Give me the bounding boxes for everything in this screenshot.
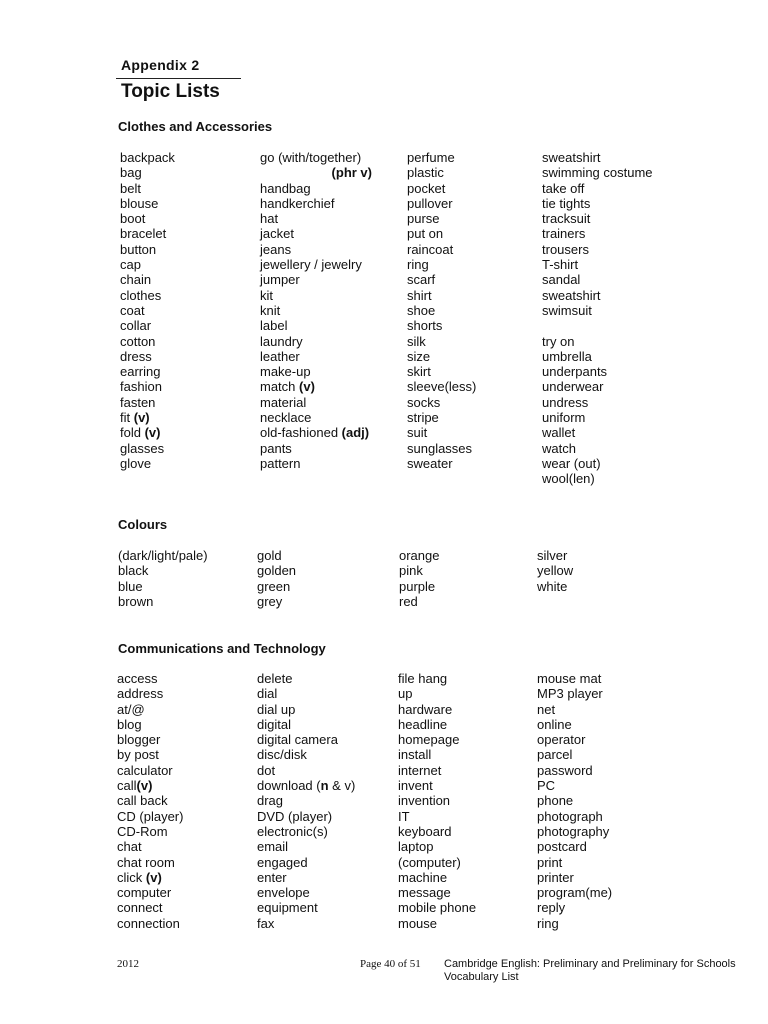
vocab-item: parcel [537,747,573,763]
vocab-item: fold (v) [120,425,161,441]
vocab-item: mouse [398,915,438,931]
vocab-item: pattern [260,455,301,471]
vocab-item: dot [257,762,276,778]
comms-column-4 [537,671,612,931]
vocab-item: file hang [398,671,448,686]
vocab-item: purple [399,578,436,594]
footer-document-title [444,958,736,984]
section-title-colours: Colours [118,517,168,532]
vocab-item: golden [257,563,297,579]
vocab-item: hat [260,211,279,227]
vocab-item: phone [537,793,574,809]
vocab-item: install [398,747,432,763]
vocab-item: click (v) [117,869,162,885]
colours-column-4 [537,548,573,594]
vocab-item: size [407,348,431,364]
vocab-item: call back [117,793,168,809]
vocab-item: calculator [117,762,173,778]
vocab-item: old-fashioned (adj) [260,425,370,441]
vocab-item: cap [120,257,141,273]
vocab-item: go (with/together) [260,150,362,165]
vocab-item: shorts [407,318,443,334]
vocab-item: perfume [407,150,455,165]
vocab-item: invent [398,778,433,794]
vocab-item: engaged [257,854,308,870]
colours-column-2 [257,548,296,609]
vocab-item: print [537,854,563,870]
vocab-item: net [537,701,556,717]
vocab-item: connection [117,915,180,931]
vocab-item: scarf [407,272,436,288]
vocab-item: up [398,686,413,702]
vocab-item: at/@ [117,701,145,717]
clothes-column-1 [120,150,175,471]
vocab-item: sweatshirt [542,150,601,165]
vocab-item: jeans [260,241,292,257]
vocab-item: yellow [537,563,574,579]
vocab-item: email [257,839,289,855]
vocab-item: PC [537,778,556,794]
vocab-item: keyboard [398,823,452,839]
vocab-item: sweater [407,455,453,471]
vocab-item: access [117,671,158,686]
vocab-item: belt [120,180,141,196]
vocab-item: put on [407,226,444,242]
footer-page-number: Page 40 of 51 [360,958,421,970]
vocab-item: operator [537,732,586,748]
vocab-item: grey [257,593,283,609]
vocab-item: tie tights [542,195,591,211]
vocab-item: white [537,578,568,594]
vocab-item: disc/disk [257,747,307,763]
vocab-item: headline [398,716,448,732]
vocab-item: postcard [537,839,587,855]
vocab-item: shoe [407,302,436,318]
clothes-column-4 [542,150,653,487]
vocab-item: bracelet [120,226,167,242]
vocab-item: umbrella [542,348,592,364]
vocab-item: tracksuit [542,211,591,227]
vocab-item [542,318,653,333]
title-rule [116,78,241,79]
vocab-item: computer [117,885,172,901]
vocab-item: orange [399,548,440,563]
vocab-item: clothes [120,287,162,303]
vocab-item: green [257,578,291,594]
vocab-item: boot [120,211,146,227]
vocab-item: sweatshirt [542,287,601,303]
vocab-item: message [398,885,451,901]
vocab-item: digital [257,716,291,732]
vocab-item: MP3 player [537,686,603,702]
clothes-column-3 [407,150,476,471]
vocab-item: internet [398,762,442,778]
vocab-item: mobile phone [398,900,477,916]
footer-year: 2012 [117,958,139,970]
vocab-item: handbag [260,180,311,196]
comms-column-1 [117,671,183,931]
vocab-item: necklace [260,410,312,426]
vocab-item: underpants [542,364,608,380]
vocab-item: collar [120,318,152,334]
vocab-item: pullover [407,195,453,211]
vocab-item: watch [542,440,576,456]
vocab-item: drag [257,793,284,809]
vocab-item: program(me) [537,885,613,901]
vocab-item: jewellery / jewelry [260,257,362,273]
vocab-item: button [120,241,157,257]
vocab-item: CD (player) [117,808,184,824]
vocab-item: suit [407,425,428,441]
vocab-item: coat [120,302,145,318]
vocab-item: chat [117,839,142,855]
vocab-item: glove [120,455,152,471]
vocab-item: fit (v) [120,410,150,426]
vocab-item: dial up [257,701,296,717]
vocab-item: connect [117,900,163,916]
vocab-item: password [537,762,593,778]
vocab-item: cotton [120,333,156,349]
vocab-item: silver [537,548,568,563]
vocab-item: handkerchief [260,195,335,211]
vocab-item: IT [398,808,410,824]
vocab-item: black [118,563,149,579]
vocab-item: stripe [407,410,439,426]
footer-title-line-2: Vocabulary List [444,971,519,983]
vocab-item: (dark/light/pale) [118,548,208,563]
clothes-column-2 [260,150,372,471]
vocab-item: raincoat [407,241,454,257]
vocab-item: blog [117,716,142,732]
vocab-item: earring [120,364,161,380]
vocab-item: fasten [120,394,156,410]
vocab-item: photography [537,823,610,839]
vocab-item: call(v) [117,778,153,794]
vocab-item: red [399,593,418,609]
vocab-item: CD-Rom [117,823,168,839]
vocab-item: undress [542,394,589,410]
vocab-item: dial [257,686,278,702]
vocab-item: material [260,394,307,410]
vocab-item: sandal [542,272,581,288]
vocab-item: make-up [260,364,311,380]
vocab-item: pants [260,440,292,456]
vocab-item: ring [537,915,559,931]
vocab-item: machine [398,869,448,885]
footer-title-line-1: Cambridge English: Preliminary and Preliminary for Schools [444,958,736,970]
vocab-item: sunglasses [407,440,473,456]
vocab-item: uniform [542,410,586,426]
section-title-communications: Communications and Technology [118,641,326,656]
vocab-item: trainers [542,226,586,242]
vocab-item: electronic(s) [257,823,328,839]
vocab-item: blue [118,578,143,594]
vocab-item: purse [407,211,440,227]
comms-column-2 [257,671,355,931]
vocab-item: leather [260,348,300,364]
section-title-clothes: Clothes and Accessories [118,119,273,134]
vocab-item: pocket [407,180,446,196]
vocab-item: swimsuit [542,302,592,318]
vocab-item: label [260,318,288,334]
vocab-item: brown [118,593,154,609]
vocab-item: homepage [398,732,460,748]
comms-column-3 [398,671,476,931]
vocab-item: delete [257,671,293,686]
vocab-item: blouse [120,195,159,211]
vocab-item: digital camera [257,732,338,748]
vocab-item: chat room [117,854,175,870]
vocab-item: knit [260,302,281,318]
vocab-item: underwear [542,379,604,395]
vocab-item: plastic [407,165,444,181]
vocab-item: by post [117,747,159,763]
vocab-item: fax [257,915,275,931]
vocab-item: jacket [260,226,294,242]
vocab-item: ring [407,257,429,273]
vocab-item: socks [407,394,441,410]
vocab-item: pink [399,563,423,579]
vocab-item: laundry [260,333,303,349]
vocab-item: kit [260,287,273,303]
vocab-item: silk [407,333,426,349]
vocab-item: shirt [407,287,432,303]
vocab-item: wool(len) [542,471,595,487]
appendix-label: Appendix 2 [121,57,200,73]
vocab-item: dress [120,348,152,364]
vocab-item: wear (out) [542,455,601,471]
vocab-item: envelope [257,885,310,901]
vocab-item: download (n & v) [257,778,356,794]
vocab-item: reply [537,900,566,916]
vocab-item: chain [120,272,152,288]
vocab-item: try on [542,333,575,349]
vocab-item: (phr v) [331,165,372,181]
vocab-item: address [117,686,164,702]
colours-column-3 [399,548,439,609]
vocab-item: laptop [398,839,434,855]
vocab-item: gold [257,548,282,563]
vocab-item: jumper [260,272,300,288]
vocab-item: enter [257,869,287,885]
vocab-item: bag [120,165,142,181]
vocab-item: wallet [542,425,576,441]
vocab-item: (computer) [398,854,461,870]
vocab-item: fashion [120,379,162,395]
vocab-item: trousers [542,241,589,257]
vocab-item: T-shirt [542,257,579,273]
vocab-item: invention [398,793,451,809]
vocab-item: DVD (player) [257,808,333,824]
vocab-item: glasses [120,440,165,456]
vocab-item: mouse mat [537,671,602,686]
vocab-item: swimming costume [542,165,653,181]
vocab-item: hardware [398,701,453,717]
vocab-item: skirt [407,364,431,380]
colours-column-1 [118,548,208,609]
page-title: Topic Lists [121,81,220,102]
vocab-item: blogger [117,732,161,748]
vocab-item: sleeve(less) [407,379,477,395]
vocab-item: photograph [537,808,603,824]
vocab-item: online [537,716,572,732]
vocab-item: backpack [120,150,175,165]
vocab-item: match (v) [260,379,315,395]
vocab-item: take off [542,180,585,196]
vocab-item: equipment [257,900,318,916]
vocab-item: printer [537,869,574,885]
